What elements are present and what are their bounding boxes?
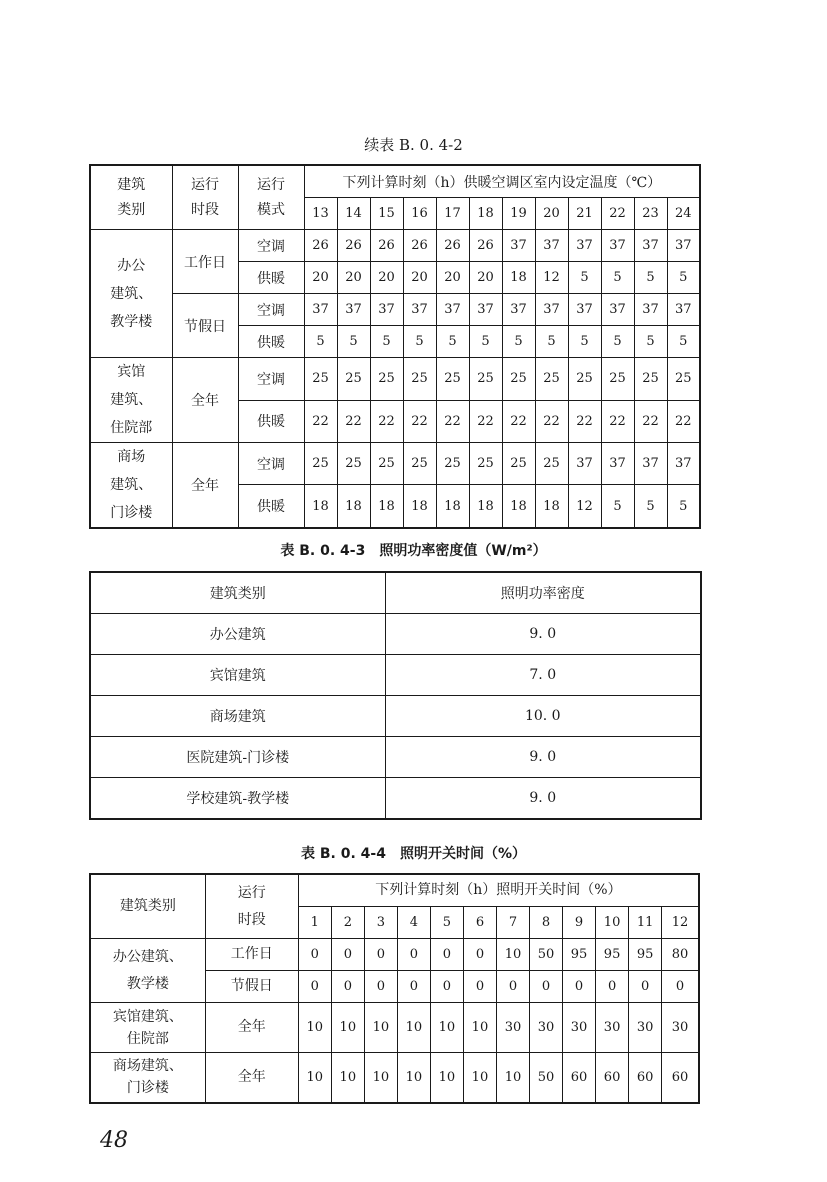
value-cell: 18 (304, 485, 337, 528)
value-cell: 0 (629, 971, 662, 1003)
value-cell: 10 (331, 1003, 364, 1053)
value-cell: 37 (370, 294, 403, 326)
operating-period: 全年 (205, 1053, 298, 1103)
value-cell: 95 (629, 939, 662, 971)
hour-cell: 4 (397, 907, 430, 939)
cell-line: 建筑、 (110, 392, 153, 408)
value-cell: 0 (364, 971, 397, 1003)
operating-mode: 供暖 (238, 485, 304, 528)
value-cell: 10 (397, 1003, 430, 1053)
hour-cell: 24 (667, 198, 700, 230)
value-cell: 18 (370, 485, 403, 528)
data-row (90, 737, 701, 778)
cell-line: 类别 (117, 201, 146, 218)
cell-line: 商场建筑、 (112, 1058, 183, 1075)
value-cell: 5 (634, 326, 667, 358)
header-row (90, 874, 699, 907)
value-cell: 5 (601, 485, 634, 528)
cell-line: 办公建筑、 (112, 948, 183, 965)
value-cell: 5 (568, 262, 601, 294)
value-cell: 20 (403, 262, 436, 294)
value-cell: 18 (469, 485, 502, 528)
value-cell: 37 (568, 230, 601, 262)
value-cell: 26 (469, 230, 502, 262)
value-cell: 37 (601, 294, 634, 326)
operating-mode: 供暖 (238, 326, 304, 358)
building-category (90, 1003, 205, 1053)
value-cell: 0 (331, 939, 364, 971)
cell-line: 运行 (257, 176, 285, 193)
setpoint-temperature-table (89, 164, 701, 529)
building-category (90, 939, 205, 1003)
value-cell: 0 (397, 971, 430, 1003)
value-cell: 18 (337, 485, 370, 528)
value-cell: 5 (304, 326, 337, 358)
value-cell: 25 (469, 358, 502, 401)
value-cell: 37 (634, 294, 667, 326)
value-cell: 60 (629, 1053, 662, 1103)
value-cell: 12 (568, 485, 601, 528)
value-cell: 25 (502, 443, 535, 485)
hour-cell: 22 (601, 198, 634, 230)
header-operating-mode (238, 165, 304, 230)
value-cell: 25 (634, 358, 667, 401)
value-cell: 37 (667, 443, 700, 485)
value-cell: 22 (634, 400, 667, 443)
hour-cell: 2 (331, 907, 364, 939)
value-cell: 25 (568, 358, 601, 401)
value-cell: 18 (535, 485, 568, 528)
value-cell: 10 (430, 1003, 463, 1053)
value-cell: 25 (502, 358, 535, 401)
data-row (90, 778, 701, 820)
data-row (90, 443, 700, 485)
value-cell: 5 (667, 485, 700, 528)
value-cell: 5 (667, 262, 700, 294)
header-operating-period (172, 165, 238, 230)
operating-period: 全年 (205, 1003, 298, 1053)
lighting-power-density-table (89, 571, 702, 820)
value-cell: 10 (397, 1053, 430, 1103)
value-cell: 5 (535, 326, 568, 358)
building-category (90, 230, 172, 358)
value-cell: 0 (563, 971, 596, 1003)
value-cell: 25 (304, 358, 337, 401)
value-cell: 5 (634, 485, 667, 528)
hour-cell: 19 (502, 198, 535, 230)
value-cell: 10 (331, 1053, 364, 1103)
value-cell: 0 (298, 939, 331, 971)
lighting-switch-time-table (89, 873, 700, 1104)
value-cell: 22 (667, 400, 700, 443)
data-row (90, 655, 701, 696)
value-cell: 18 (436, 485, 469, 528)
cell-line: 教学楼 (110, 313, 153, 330)
value-cell: 95 (563, 939, 596, 971)
hour-cell: 17 (436, 198, 469, 230)
cell-line: 建筑、 (110, 285, 153, 302)
table1-caption: 续表 B. 0. 4-2 (364, 136, 463, 154)
value-cell: 37 (403, 294, 436, 326)
hour-cell: 6 (463, 907, 496, 939)
value-cell: 22 (304, 400, 337, 443)
value-cell: 25 (370, 358, 403, 401)
data-row (90, 294, 700, 326)
value-cell: 25 (370, 443, 403, 485)
value-cell: 25 (403, 443, 436, 485)
value-cell: 37 (535, 230, 568, 262)
value-cell: 30 (563, 1003, 596, 1053)
hour-cell: 23 (634, 198, 667, 230)
hour-cell: 10 (596, 907, 629, 939)
value-cell: 25 (304, 443, 337, 485)
value-cell: 12 (535, 262, 568, 294)
value-cell: 0 (530, 971, 563, 1003)
value-cell: 25 (436, 358, 469, 401)
value-cell: 10 (298, 1003, 331, 1053)
value-cell: 10 (364, 1003, 397, 1053)
operating-mode: 空调 (238, 358, 304, 401)
hour-cell: 15 (370, 198, 403, 230)
value-cell: 25 (535, 358, 568, 401)
value-cell: 22 (370, 400, 403, 443)
building-category: 学校建筑-教学楼 (90, 778, 385, 820)
value-cell: 20 (370, 262, 403, 294)
value-cell: 37 (601, 443, 634, 485)
building-category (90, 1053, 205, 1103)
hour-cell: 7 (496, 907, 529, 939)
lighting-density-value: 7. 0 (385, 655, 701, 696)
value-cell: 37 (469, 294, 502, 326)
data-row (90, 230, 700, 262)
value-cell: 22 (469, 400, 502, 443)
value-cell: 60 (662, 1053, 699, 1103)
value-cell: 37 (502, 294, 535, 326)
operating-period: 全年 (172, 358, 238, 443)
header-span-title: 下列计算时刻（h）照明开关时间（%） (298, 874, 699, 907)
header-row (90, 165, 700, 198)
data-row (90, 358, 700, 401)
cell-line: 建筑 (117, 176, 146, 193)
cell-line: 宾馆 (117, 364, 146, 380)
value-cell: 18 (403, 485, 436, 528)
data-row (90, 939, 699, 971)
hour-cell: 13 (304, 198, 337, 230)
value-cell: 0 (496, 971, 529, 1003)
value-cell: 25 (469, 443, 502, 485)
value-cell: 50 (530, 1053, 563, 1103)
value-cell: 26 (370, 230, 403, 262)
operating-mode: 供暖 (238, 262, 304, 294)
value-cell: 26 (403, 230, 436, 262)
value-cell: 60 (596, 1053, 629, 1103)
value-cell: 37 (568, 294, 601, 326)
hour-cell: 1 (298, 907, 331, 939)
value-cell: 22 (568, 400, 601, 443)
cell-line: 办公 (117, 257, 146, 274)
header-lighting-density: 照明功率密度 (385, 572, 701, 614)
hour-cell: 11 (629, 907, 662, 939)
operating-mode: 空调 (238, 294, 304, 326)
lighting-density-value: 9. 0 (385, 737, 701, 778)
value-cell: 25 (337, 443, 370, 485)
value-cell: 25 (667, 358, 700, 401)
data-row (90, 696, 701, 737)
header-span-title: 下列计算时刻（h）供暖空调区室内设定温度（℃） (304, 165, 700, 198)
value-cell: 10 (364, 1053, 397, 1103)
hour-cell: 3 (364, 907, 397, 939)
hour-cell: 18 (469, 198, 502, 230)
value-cell: 0 (596, 971, 629, 1003)
page-number: 48 (100, 1128, 128, 1153)
value-cell: 80 (662, 939, 699, 971)
data-row (90, 614, 701, 655)
building-category: 宾馆建筑 (90, 655, 385, 696)
value-cell: 26 (337, 230, 370, 262)
value-cell: 30 (596, 1003, 629, 1053)
hour-cell: 5 (430, 907, 463, 939)
value-cell: 22 (502, 400, 535, 443)
building-category (90, 358, 172, 443)
hour-cell: 14 (337, 198, 370, 230)
value-cell: 25 (337, 358, 370, 401)
cell-line: 运行 (191, 176, 219, 193)
value-cell: 10 (430, 1053, 463, 1103)
cell-line: 建筑、 (110, 477, 153, 493)
building-category: 医院建筑-门诊楼 (90, 737, 385, 778)
hour-cell: 8 (530, 907, 563, 939)
value-cell: 5 (502, 326, 535, 358)
value-cell: 5 (568, 326, 601, 358)
value-cell: 10 (496, 939, 529, 971)
operating-period: 全年 (172, 443, 238, 529)
value-cell: 18 (502, 485, 535, 528)
data-row (90, 1053, 699, 1103)
value-cell: 25 (436, 443, 469, 485)
value-cell: 20 (337, 262, 370, 294)
header-building-category (90, 165, 172, 230)
value-cell: 10 (298, 1053, 331, 1103)
hour-cell: 9 (563, 907, 596, 939)
value-cell: 60 (563, 1053, 596, 1103)
lighting-density-value: 9. 0 (385, 614, 701, 655)
cell-line: 运行 (237, 884, 266, 901)
value-cell: 0 (430, 939, 463, 971)
value-cell: 5 (601, 262, 634, 294)
value-cell: 37 (535, 294, 568, 326)
value-cell: 22 (436, 400, 469, 443)
value-cell: 5 (337, 326, 370, 358)
value-cell: 0 (364, 939, 397, 971)
hour-cell: 12 (662, 907, 699, 939)
value-cell: 18 (502, 262, 535, 294)
value-cell: 10 (496, 1053, 529, 1103)
lighting-density-value: 10. 0 (385, 696, 701, 737)
value-cell: 37 (634, 230, 667, 262)
value-cell: 5 (403, 326, 436, 358)
value-cell: 37 (502, 230, 535, 262)
operating-mode: 供暖 (238, 400, 304, 443)
value-cell: 26 (304, 230, 337, 262)
operating-mode: 空调 (238, 443, 304, 485)
value-cell: 37 (634, 443, 667, 485)
table3-caption: 表 B. 0. 4-4 照明开关时间（%） (301, 846, 526, 862)
value-cell: 0 (463, 971, 496, 1003)
value-cell: 37 (667, 230, 700, 262)
value-cell: 30 (496, 1003, 529, 1053)
value-cell: 5 (634, 262, 667, 294)
value-cell: 0 (298, 971, 331, 1003)
cell-line: 时段 (191, 201, 219, 218)
building-category: 办公建筑 (90, 614, 385, 655)
value-cell: 50 (530, 939, 563, 971)
table2-caption: 表 B. 0. 4-3 照明功率密度值（W/m²） (280, 543, 547, 559)
value-cell: 22 (535, 400, 568, 443)
value-cell: 22 (601, 400, 634, 443)
cell-line: 宾馆建筑、 (112, 1008, 183, 1025)
value-cell: 0 (662, 971, 699, 1003)
hour-cell: 20 (535, 198, 568, 230)
operating-period: 工作日 (205, 939, 298, 971)
value-cell: 20 (436, 262, 469, 294)
header-operating-period (205, 874, 298, 939)
value-cell: 25 (601, 358, 634, 401)
header-building-category: 建筑类别 (90, 874, 205, 939)
cell-line: 时段 (237, 911, 266, 928)
operating-mode: 空调 (238, 230, 304, 262)
value-cell: 5 (370, 326, 403, 358)
value-cell: 37 (601, 230, 634, 262)
cell-line: 住院部 (126, 1030, 169, 1047)
operating-period: 工作日 (172, 230, 238, 294)
value-cell: 5 (469, 326, 502, 358)
value-cell: 37 (568, 443, 601, 485)
header-building-category: 建筑类别 (90, 572, 385, 614)
value-cell: 0 (331, 971, 364, 1003)
value-cell: 30 (629, 1003, 662, 1053)
value-cell: 37 (304, 294, 337, 326)
value-cell: 5 (601, 326, 634, 358)
value-cell: 95 (596, 939, 629, 971)
value-cell: 0 (463, 939, 496, 971)
building-category: 商场建筑 (90, 696, 385, 737)
value-cell: 22 (337, 400, 370, 443)
cell-line: 门诊楼 (110, 505, 153, 521)
header-row (90, 572, 701, 614)
data-row (90, 1003, 699, 1053)
operating-period: 节假日 (172, 294, 238, 358)
value-cell: 22 (403, 400, 436, 443)
value-cell: 10 (463, 1053, 496, 1103)
cell-line: 教学楼 (126, 975, 169, 992)
lighting-density-value: 9. 0 (385, 778, 701, 820)
operating-period: 节假日 (205, 971, 298, 1003)
value-cell: 37 (436, 294, 469, 326)
value-cell: 25 (403, 358, 436, 401)
value-cell: 5 (436, 326, 469, 358)
hour-cell: 21 (568, 198, 601, 230)
value-cell: 10 (463, 1003, 496, 1053)
cell-line: 商场 (117, 449, 146, 465)
value-cell: 30 (530, 1003, 563, 1053)
value-cell: 0 (430, 971, 463, 1003)
cell-line: 模式 (257, 201, 285, 218)
cell-line: 住院部 (110, 420, 153, 436)
value-cell: 5 (667, 326, 700, 358)
value-cell: 26 (436, 230, 469, 262)
value-cell: 37 (337, 294, 370, 326)
value-cell: 20 (469, 262, 502, 294)
value-cell: 0 (397, 939, 430, 971)
value-cell: 20 (304, 262, 337, 294)
building-category (90, 443, 172, 529)
value-cell: 37 (667, 294, 700, 326)
value-cell: 30 (662, 1003, 699, 1053)
hour-cell: 16 (403, 198, 436, 230)
value-cell: 25 (535, 443, 568, 485)
cell-line: 门诊楼 (126, 1080, 169, 1097)
